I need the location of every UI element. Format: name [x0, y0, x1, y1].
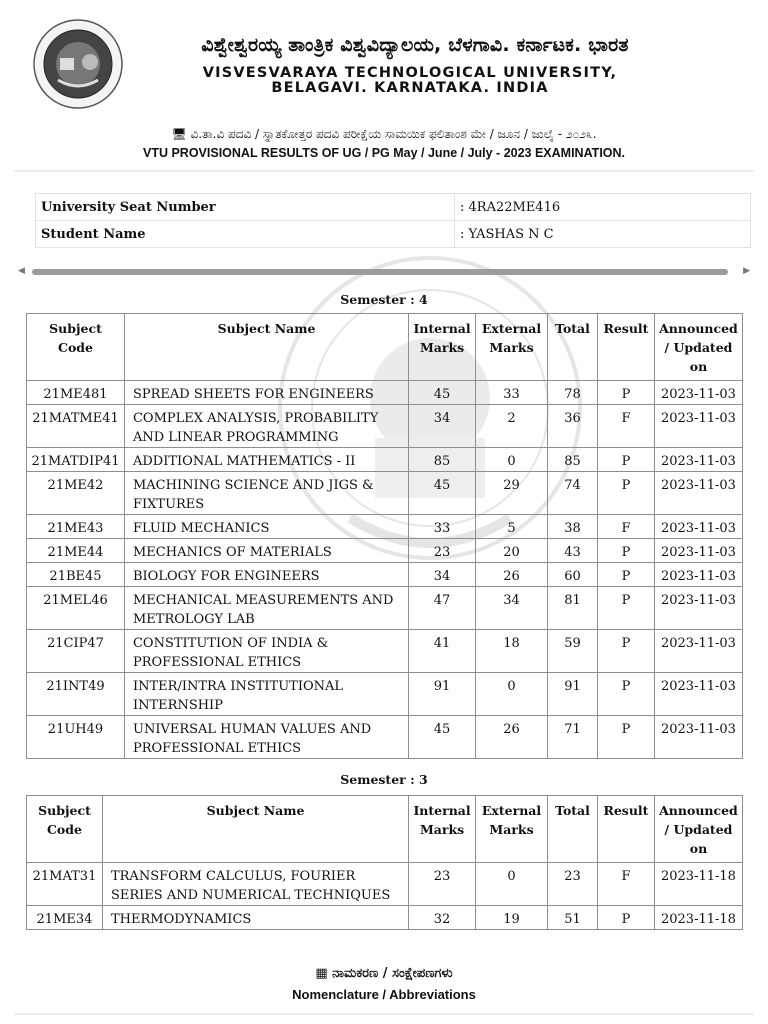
internal-marks-cell: 34: [409, 563, 476, 587]
result-heading-english: VTU PROVISIONAL RESULTS OF UG / PG May / June / July - 2023 EXAMINATION.: [142, 146, 626, 160]
internal-marks-cell: 33: [409, 515, 476, 539]
result-cell: P: [597, 716, 654, 759]
subject-name-cell: UNIVERSAL HUMAN VALUES AND PROFESSIONAL ETHICS: [124, 716, 408, 759]
internal-marks-cell: 34: [409, 405, 476, 448]
announced-date-cell: 2023-11-03: [654, 587, 742, 630]
page-header: [0, 0, 768, 118]
result-cell: P: [597, 906, 654, 930]
internal-marks-cell: 91: [409, 673, 476, 716]
university-title-english: [140, 66, 680, 96]
announced-date-cell: 2023-11-03: [654, 716, 742, 759]
student-name-label: Student Name: [36, 221, 455, 248]
announced-date-cell: 2023-11-03: [654, 630, 742, 673]
result-cell: P: [597, 587, 654, 630]
external-marks-cell: 0: [476, 448, 548, 472]
announced-date-cell: 2023-11-03: [654, 381, 742, 405]
column-header-external-marks: External Marks: [476, 314, 548, 381]
subject-code-cell: 21MATDIP41: [27, 448, 125, 472]
university-emblem-icon: [32, 18, 124, 110]
table-header-row: [27, 796, 743, 863]
student-info-table: [35, 193, 751, 248]
table-row: [27, 515, 743, 539]
student-name-value: : YASHAS N C: [455, 221, 751, 248]
column-header-announced-date: Announced / Updated on: [654, 314, 742, 381]
subject-code-cell: 21ME481: [27, 381, 125, 405]
semester-3-label: Semester : 3: [340, 772, 428, 787]
subject-code-cell: 21MAT31: [27, 863, 103, 906]
column-header-external-marks: External Marks: [476, 796, 548, 863]
column-header-internal-marks: Internal Marks: [409, 314, 476, 381]
subject-name-cell: FLUID MECHANICS: [124, 515, 408, 539]
result-cell: P: [597, 673, 654, 716]
divider: [14, 1013, 754, 1015]
subject-name-cell: TRANSFORM CALCULUS, FOURIER SERIES AND NUMERICAL TECHNIQUES: [102, 863, 408, 906]
column-header-total: Total: [548, 314, 598, 381]
external-marks-cell: 26: [476, 563, 548, 587]
total-cell: 81: [548, 587, 598, 630]
university-title-line-2: BELAGAVI. KARNATAKA. INDIA: [271, 80, 549, 96]
subject-code-cell: 21MATME41: [27, 405, 125, 448]
usn-label: University Seat Number: [36, 194, 455, 221]
internal-marks-cell: 45: [409, 716, 476, 759]
announced-date-cell: 2023-11-18: [654, 906, 742, 930]
university-title-kannada: ವಿಶ್ವೇಶ್ವರಯ್ಯ ತಾಂತ್ರಿಕ ವಿಶ್ವವಿದ್ಯಾಲಯ, ಬೆಳಗಾವಿ. ಕರ್ನಾಟಕ. ಭಾರತ: [201, 34, 629, 56]
semester-3-results-table: [26, 795, 743, 930]
result-cell: P: [597, 539, 654, 563]
external-marks-cell: 29: [476, 472, 548, 515]
table-row: [27, 448, 743, 472]
subject-code-cell: 21ME44: [27, 539, 125, 563]
total-cell: 59: [548, 630, 598, 673]
announced-date-cell: 2023-11-03: [654, 448, 742, 472]
subject-name-cell: MECHANICS OF MATERIALS: [124, 539, 408, 563]
internal-marks-cell: 41: [409, 630, 476, 673]
total-cell: 74: [548, 472, 598, 515]
total-cell: 36: [548, 405, 598, 448]
subject-code-cell: 21ME42: [27, 472, 125, 515]
result-cell: P: [597, 381, 654, 405]
usn-row: [36, 194, 751, 221]
usn-value: : 4RA22ME416: [455, 194, 751, 221]
external-marks-cell: 0: [476, 673, 548, 716]
announced-date-cell: 2023-11-03: [654, 673, 742, 716]
announced-date-cell: 2023-11-03: [654, 563, 742, 587]
monitor-icon: 🖥︎: [171, 127, 187, 141]
announced-date-cell: 2023-11-03: [654, 539, 742, 563]
subject-code-cell: 21BE45: [27, 563, 125, 587]
result-cell: P: [597, 472, 654, 515]
scrollbar-thumb[interactable]: [32, 269, 728, 275]
external-marks-cell: 26: [476, 716, 548, 759]
column-header-subject-code: Subject Code: [27, 314, 125, 381]
semester-4-results-table: [26, 313, 743, 759]
internal-marks-cell: 85: [409, 448, 476, 472]
column-header-subject-code: Subject Code: [27, 796, 103, 863]
table-row: [27, 381, 743, 405]
internal-marks-cell: 23: [409, 539, 476, 563]
subject-code-cell: 21ME43: [27, 515, 125, 539]
column-header-subject-name: Subject Name: [102, 796, 408, 863]
university-title-line-1: VISVESVARAYA TECHNOLOGICAL UNIVERSITY,: [202, 65, 618, 81]
external-marks-cell: 34: [476, 587, 548, 630]
result-cell: P: [597, 563, 654, 587]
total-cell: 78: [548, 381, 598, 405]
announced-date-cell: 2023-11-03: [654, 405, 742, 448]
table-row: [27, 472, 743, 515]
table-row: [27, 863, 743, 906]
total-cell: 38: [548, 515, 598, 539]
column-header-internal-marks: Internal Marks: [409, 796, 476, 863]
result-cell: P: [597, 448, 654, 472]
announced-date-cell: 2023-11-03: [654, 472, 742, 515]
external-marks-cell: 19: [476, 906, 548, 930]
column-header-total: Total: [548, 796, 598, 863]
column-header-subject-name: Subject Name: [124, 314, 408, 381]
subject-name-cell: MACHINING SCIENCE AND JIGS & FIXTURES: [124, 472, 408, 515]
announced-date-cell: 2023-11-03: [654, 515, 742, 539]
column-header-result: Result: [597, 796, 654, 863]
table-row: [27, 906, 743, 930]
result-cell: F: [597, 863, 654, 906]
semester-4-label: Semester : 4: [340, 292, 428, 307]
external-marks-cell: 20: [476, 539, 548, 563]
subject-name-cell: ADDITIONAL MATHEMATICS - II: [124, 448, 408, 472]
total-cell: 91: [548, 673, 598, 716]
total-cell: 71: [548, 716, 598, 759]
column-header-announced-date: Announced / Updated on: [654, 796, 742, 863]
table-row: [27, 405, 743, 448]
external-marks-cell: 18: [476, 630, 548, 673]
result-cell: P: [597, 630, 654, 673]
subject-name-cell: SPREAD SHEETS FOR ENGINEERS: [124, 381, 408, 405]
subject-code-cell: 21CIP47: [27, 630, 125, 673]
external-marks-cell: 33: [476, 381, 548, 405]
result-heading-kannada: 🖥︎ ವಿ.ತಾ.ವಿ ಪದವಿ / ಸ್ನಾತಕೋತ್ತರ ಪದವಿ ಪರೀಕ್ಷೆಯ ಸಾಮಯಿಕ ಫಲಿತಾಂಶ ಮೇ / ಜೂನ / ಜುಲೈ - ೨೦೨೩.: [171, 127, 597, 141]
subject-code-cell: 21MEL46: [27, 587, 125, 630]
scroll-right-icon[interactable]: ▶: [743, 266, 750, 276]
table-header-row: [27, 314, 743, 381]
table-row: [27, 716, 743, 759]
internal-marks-cell: 32: [409, 906, 476, 930]
subject-code-cell: 21ME34: [27, 906, 103, 930]
total-cell: 51: [548, 906, 598, 930]
internal-marks-cell: 45: [409, 472, 476, 515]
subject-name-cell: THERMODYNAMICS: [102, 906, 408, 930]
total-cell: 60: [548, 563, 598, 587]
nomenclature-heading-kannada[interactable]: ▦ ನಾಮಕರಣ / ಸಂಕ್ಷೇಪಣಗಳು: [315, 966, 453, 981]
result-cell: F: [597, 405, 654, 448]
subject-name-cell: INTER/INTRA INSTITUTIONAL INTERNSHIP: [124, 673, 408, 716]
table-row: [27, 563, 743, 587]
table-row: [27, 673, 743, 716]
scroll-left-icon[interactable]: ◀: [18, 266, 25, 276]
internal-marks-cell: 23: [409, 863, 476, 906]
subject-name-cell: COMPLEX ANALYSIS, PROBABILITY AND LINEAR PROGRAMMING: [124, 405, 408, 448]
nomenclature-heading-english[interactable]: Nomenclature / Abbreviations: [292, 987, 476, 1002]
subject-code-cell: 21INT49: [27, 673, 125, 716]
horizontal-scrollbar[interactable]: [18, 266, 750, 278]
table-row: [27, 539, 743, 563]
internal-marks-cell: 45: [409, 381, 476, 405]
column-header-result: Result: [597, 314, 654, 381]
total-cell: 43: [548, 539, 598, 563]
table-row: [27, 587, 743, 630]
announced-date-cell: 2023-11-18: [654, 863, 742, 906]
subject-name-cell: CONSTITUTION OF INDIA & PROFESSIONAL ETHICS: [124, 630, 408, 673]
external-marks-cell: 5: [476, 515, 548, 539]
external-marks-cell: 0: [476, 863, 548, 906]
total-cell: 85: [548, 448, 598, 472]
result-cell: F: [597, 515, 654, 539]
total-cell: 23: [548, 863, 598, 906]
subject-code-cell: 21UH49: [27, 716, 125, 759]
subject-name-cell: BIOLOGY FOR ENGINEERS: [124, 563, 408, 587]
divider: [14, 170, 754, 172]
internal-marks-cell: 47: [409, 587, 476, 630]
subject-name-cell: MECHANICAL MEASUREMENTS AND METROLOGY LAB: [124, 587, 408, 630]
table-row: [27, 630, 743, 673]
student-name-row: [36, 221, 751, 248]
external-marks-cell: 2: [476, 405, 548, 448]
